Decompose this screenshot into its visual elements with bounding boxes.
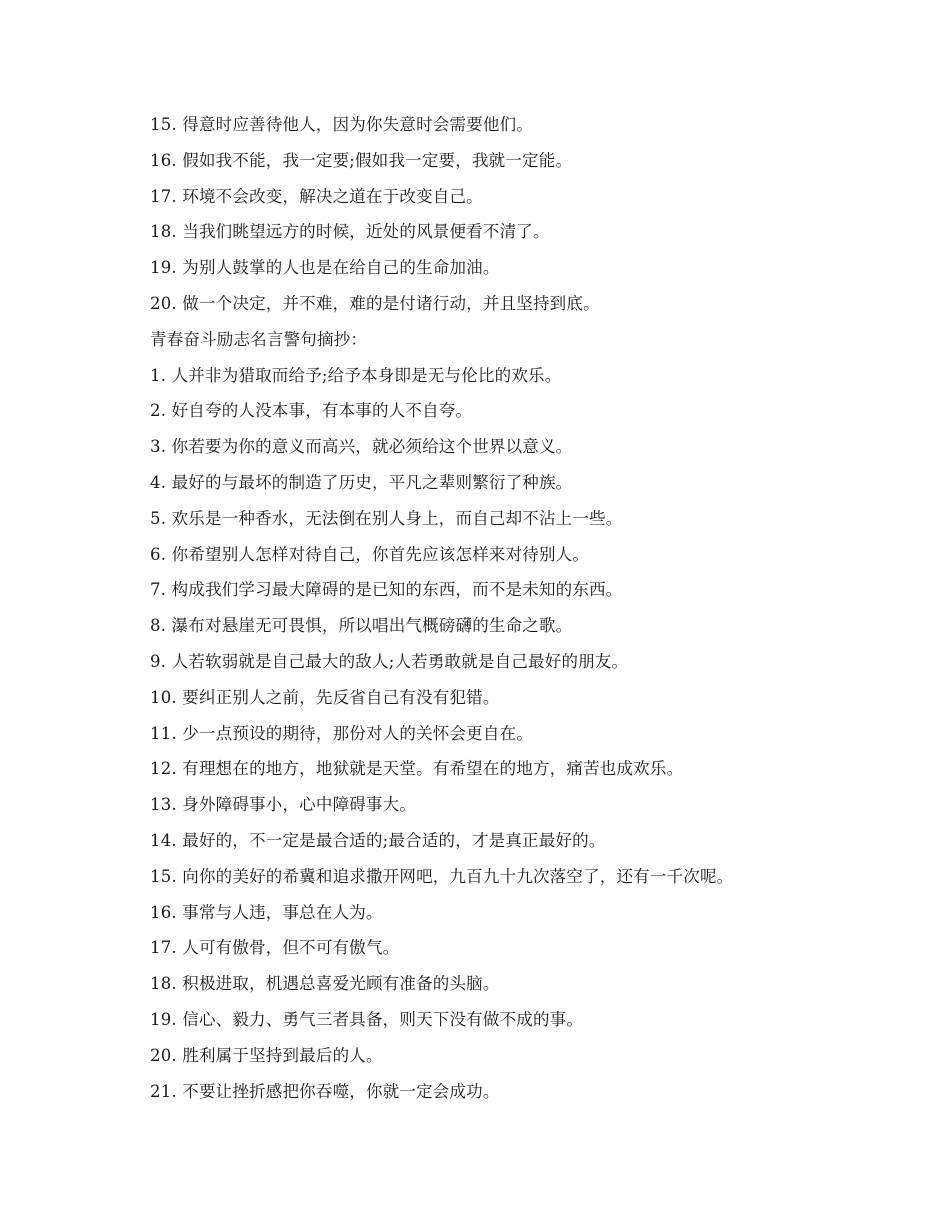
text-line: 18. 积极进取，机遇总喜爱光顾有准备的头脑。	[150, 974, 500, 994]
text-line: 3. 你若要为你的意义而高兴，就必须给这个世界以意义。	[150, 437, 573, 457]
text-line: 5. 欢乐是一种香水，无法倒在别人身上，而自己却不沾上一些。	[150, 508, 623, 528]
text-line: 19. 为别人鼓掌的人也是在给自己的生命加油。	[150, 258, 500, 278]
text-line: 7. 构成我们学习最大障碍的是已知的东西，而不是未知的东西。	[150, 580, 623, 600]
text-line: 16. 假如我不能，我一定要;假如我一定要，我就一定能。	[150, 150, 573, 170]
text-line: 4. 最好的与最坏的制造了历史，平凡之辈则繁衍了种族。	[150, 472, 573, 492]
text-line: 18. 当我们眺望远方的时候，近处的风景便看不清了。	[150, 222, 550, 242]
text-line: 20. 做一个决定，并不难，难的是付诸行动，并且坚持到底。	[150, 293, 600, 313]
text-line: 10. 要纠正别人之前，先反省自己有没有犯错。	[150, 687, 500, 707]
text-line: 19. 信心、毅力、勇气三者具备，则天下没有做不成的事。	[150, 1009, 584, 1029]
text-line: 16. 事常与人违，事总在人为。	[150, 902, 383, 922]
text-line: 9. 人若软弱就是自己最大的敌人;人若勇敢就是自己最好的朋友。	[150, 651, 629, 671]
text-line: 1. 人并非为猎取而给予;给予本身即是无与伦比的欢乐。	[150, 365, 562, 385]
text-line: 6. 你希望别人怎样对待自己，你首先应该怎样来对待别人。	[150, 544, 590, 564]
text-line: 21. 不要让挫折感把你吞噬，你就一定会成功。	[150, 1081, 500, 1101]
text-line: 17. 环境不会改变，解决之道在于改变自己。	[150, 186, 483, 206]
text-line: 15. 得意时应善待他人，因为你失意时会需要他们。	[150, 115, 533, 134]
text-line: 14. 最好的，不一定是最合适的;最合适的，才是真正最好的。	[150, 830, 606, 850]
text-line: 13. 身外障碍事小，心中障碍事大。	[150, 795, 417, 815]
text-line: 15. 向你的美好的希冀和追求撒开网吧，九百九十九次落空了，还有一千次呢。	[150, 866, 734, 886]
section-heading: 青春奋斗励志名言警句摘抄：	[150, 329, 368, 349]
text-line: 20. 胜利属于坚持到最后的人。	[150, 1045, 383, 1065]
document-body	[150, 107, 910, 1109]
text-line: 12. 有理想在的地方，地狱就是天堂。有希望在的地方，痛苦也成欢乐。	[150, 759, 684, 779]
text-line: 8. 瀑布对悬崖无可畏惧，所以唱出气概磅礴的生命之歌。	[150, 616, 573, 636]
text-line: 17. 人可有傲骨，但不可有傲气。	[150, 938, 400, 958]
text-line: 11. 少一点预设的期待，那份对人的关怀会更自在。	[150, 723, 533, 743]
text-line: 2. 好自夸的人没本事，有本事的人不自夸。	[150, 401, 473, 421]
